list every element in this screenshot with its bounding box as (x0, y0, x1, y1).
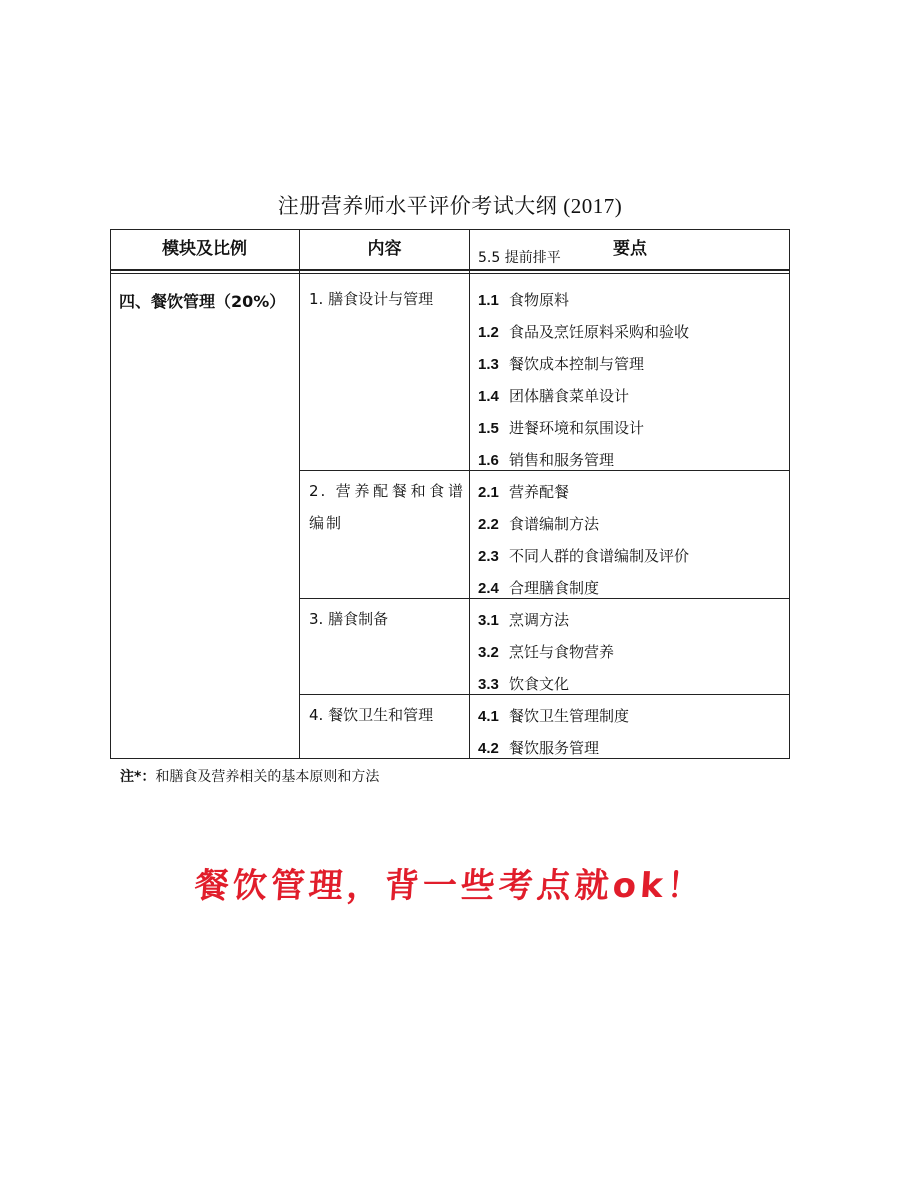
content-item-3: 3. 膳食制备 (309, 610, 389, 628)
point-text: 烹饪与食物营养 (509, 643, 615, 661)
group-divider-4 (299, 694, 790, 695)
point-text: 餐饮成本控制与管理 (509, 355, 645, 373)
footnote (120, 766, 379, 786)
point-item (478, 385, 629, 406)
column-divider-2 (469, 229, 470, 759)
column-divider-1 (299, 229, 300, 759)
point-number: 1.1 (478, 292, 499, 309)
header-points: 要点 (613, 239, 647, 259)
point-number: 2.3 (478, 548, 499, 565)
point-item (478, 481, 569, 502)
point-number: 3.3 (478, 676, 499, 693)
point-text: 食物原料 (509, 291, 570, 309)
handwritten-annotation: 餐饮管理，背一些考点就ok！ (193, 866, 707, 906)
point-number: 3.2 (478, 644, 499, 661)
point-item (478, 737, 599, 758)
point-text: 合理膳食制度 (509, 579, 600, 597)
point-number: 1.3 (478, 356, 499, 373)
document-title (0, 190, 900, 220)
point-number: 2.4 (478, 580, 499, 597)
group-divider-2 (299, 470, 790, 471)
point-text: 食品及烹饪原料采购和验收 (509, 323, 690, 341)
point-item (478, 289, 569, 310)
point-text: 餐饮服务管理 (509, 739, 600, 757)
title-year: (2017) (563, 194, 623, 218)
cut-row-divider-top (110, 270, 790, 271)
group-divider-3 (299, 598, 790, 599)
point-text: 不同人群的食谱编制及评价 (509, 547, 690, 565)
point-item (478, 545, 689, 566)
point-number: 1.5 (478, 420, 499, 437)
cut-row-text-inner: 5.5 提前排平 (478, 250, 561, 266)
point-item (478, 641, 614, 662)
point-number: 1.6 (478, 452, 499, 469)
point-number: 2.1 (478, 484, 499, 501)
point-text: 食谱编制方法 (509, 515, 600, 533)
point-item (478, 449, 614, 470)
point-number: 1.2 (478, 324, 499, 341)
point-text: 烹调方法 (509, 611, 570, 629)
point-item (478, 513, 599, 534)
point-text: 营养配餐 (509, 483, 570, 501)
module-label: 四、餐饮管理（20%） (119, 292, 286, 311)
syllabus-table (110, 229, 790, 759)
point-number: 2.2 (478, 516, 499, 533)
cut-row-divider-bottom (110, 273, 790, 274)
point-item (478, 321, 689, 342)
point-number: 3.1 (478, 612, 499, 629)
point-item (478, 577, 599, 598)
point-item (478, 609, 569, 630)
header-module: 模块及比例 (162, 239, 247, 259)
point-number: 4.2 (478, 740, 499, 757)
point-number: 4.1 (478, 708, 499, 725)
point-item (478, 353, 644, 374)
title-main: 注册营养师水平评价考试大纲 (277, 194, 558, 218)
table-border-left (110, 229, 111, 759)
table-border-bottom (110, 758, 790, 759)
point-item (478, 673, 569, 694)
point-item (478, 417, 644, 438)
footnote-prefix: 注*： (120, 769, 156, 785)
content-item-4: 4. 餐饮卫生和管理 (309, 706, 434, 724)
point-text: 进餐环境和氛围设计 (509, 419, 645, 437)
point-text: 餐饮卫生管理制度 (509, 707, 630, 725)
footnote-text: 和膳食及营养相关的基本原则和方法 (155, 769, 380, 785)
content-item-2: 2. 营养配餐和食谱编制 (309, 482, 465, 532)
point-number: 1.4 (478, 388, 499, 405)
point-text: 团体膳食菜单设计 (509, 387, 630, 405)
table-border-right (789, 229, 790, 759)
content-item-1: 1. 膳食设计与管理 (309, 290, 434, 308)
point-text: 销售和服务管理 (509, 451, 615, 469)
point-text: 饮食文化 (509, 675, 570, 693)
cut-row-text (478, 250, 561, 271)
point-item (478, 705, 629, 726)
header-content: 内容 (367, 239, 402, 259)
